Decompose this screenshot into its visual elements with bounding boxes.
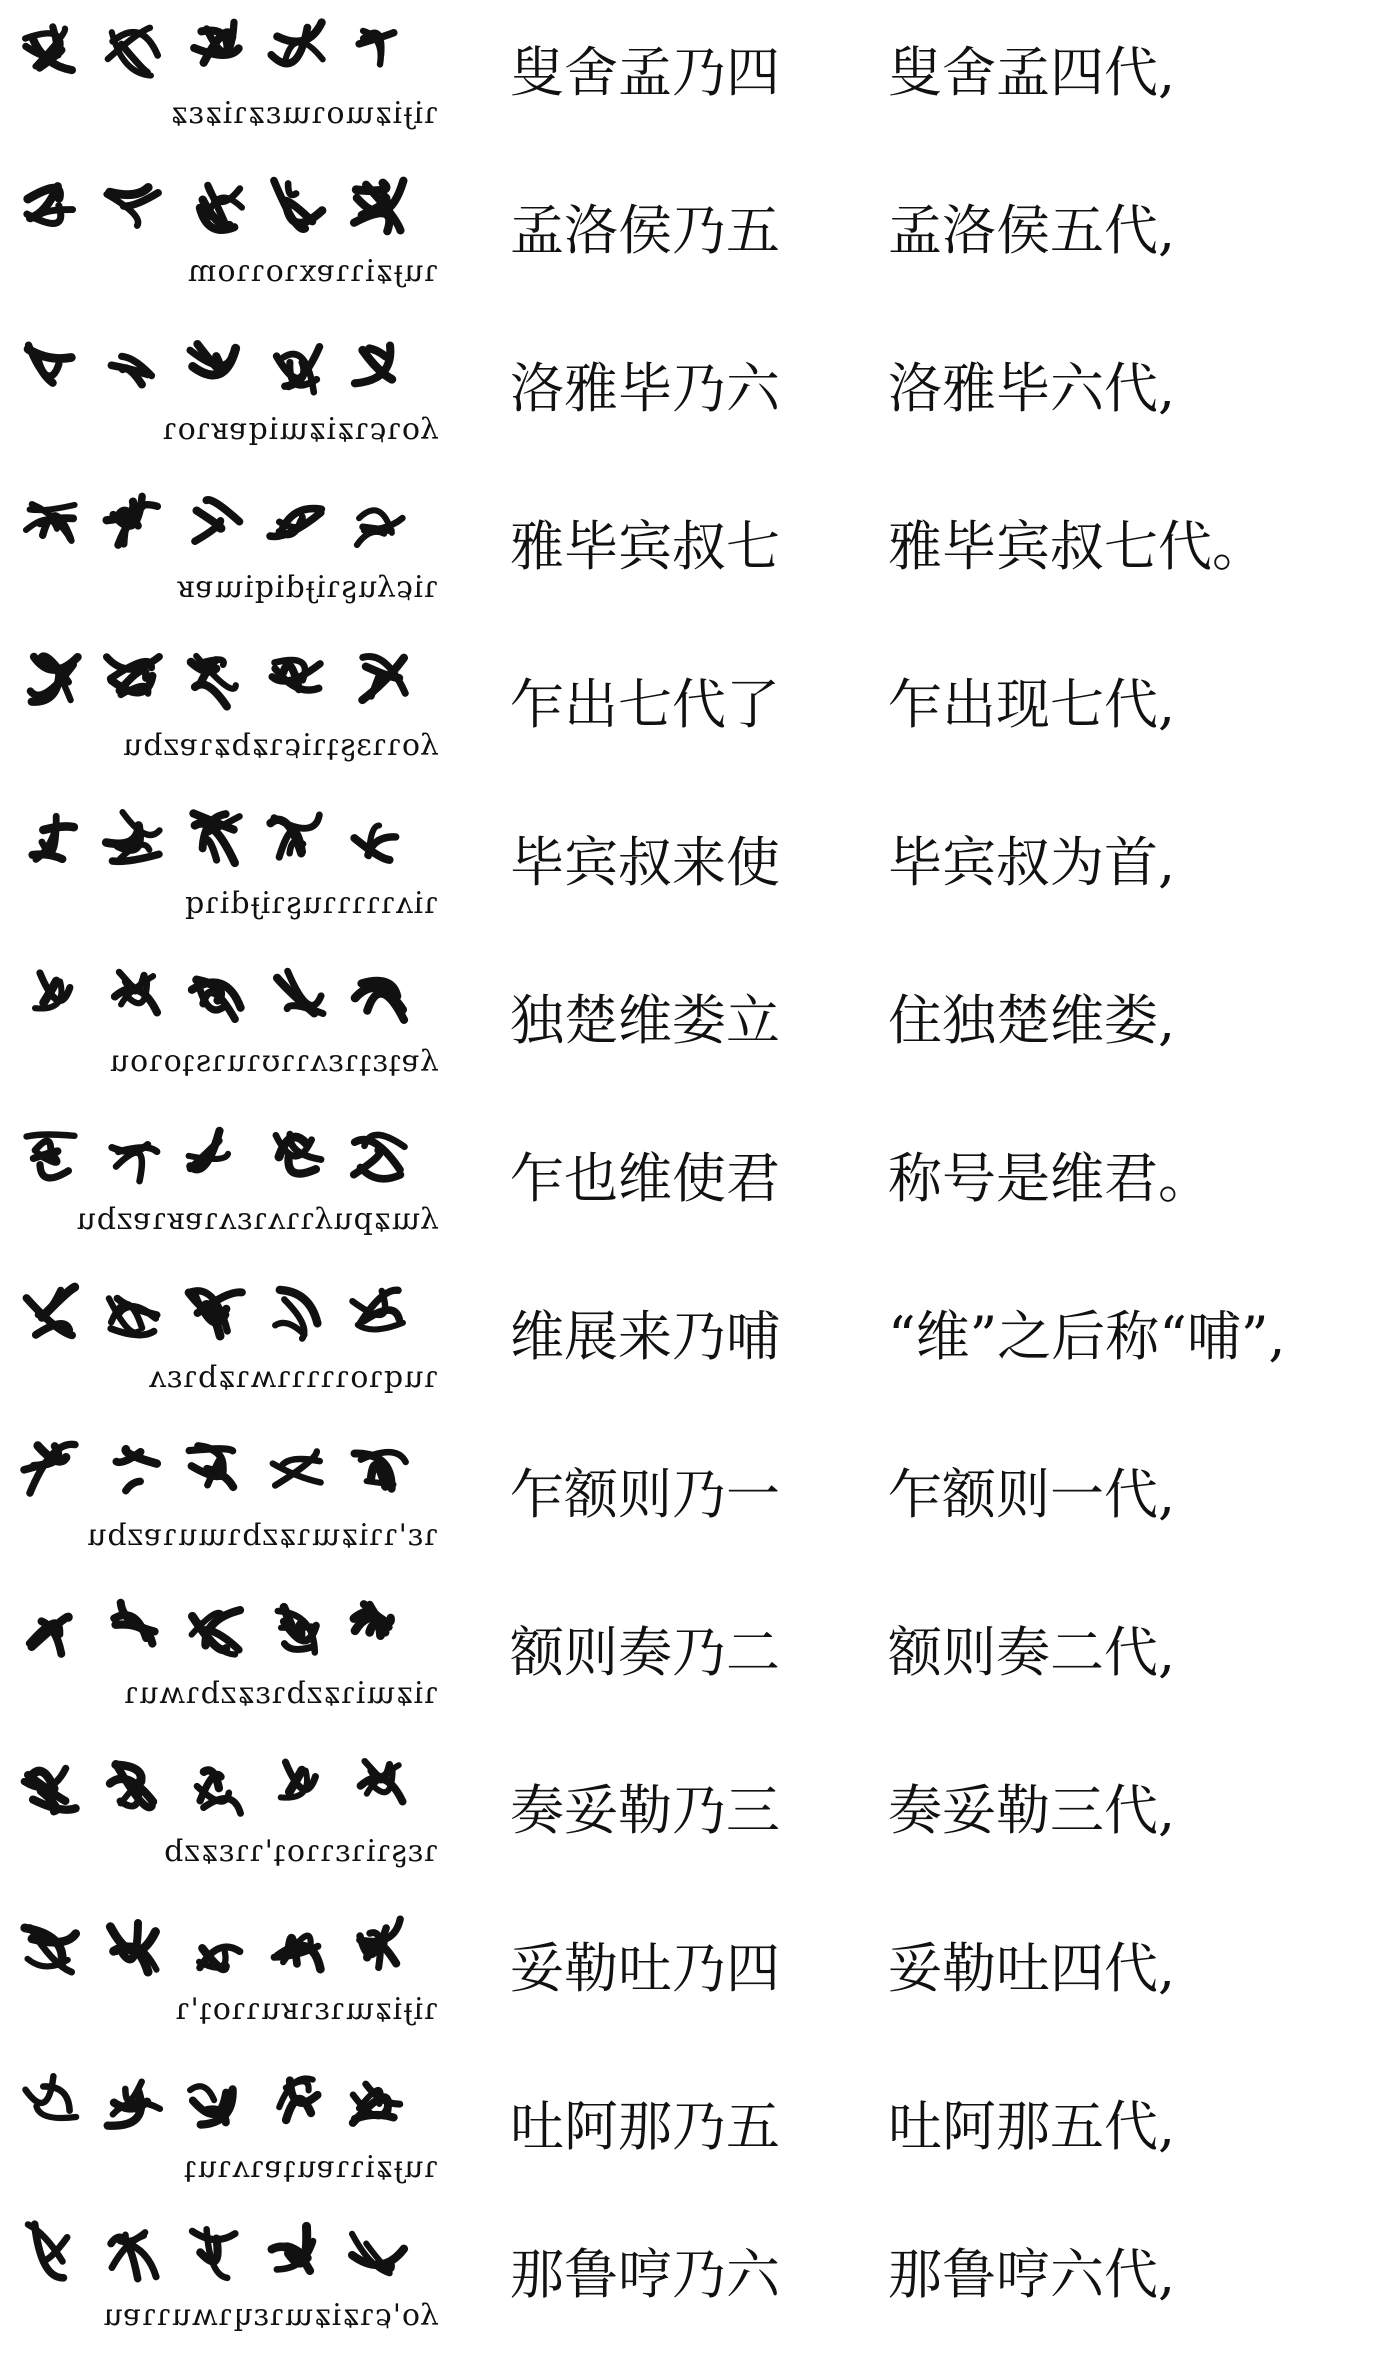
yi-glyph bbox=[354, 826, 395, 860]
yi-glyph bbox=[26, 504, 75, 541]
brush-stroke bbox=[40, 1165, 68, 1178]
yi-glyph bbox=[30, 656, 77, 702]
brush-stroke bbox=[126, 1481, 140, 1490]
chinese-literal-transcription: 奏妥勒乃三 bbox=[510, 1779, 780, 1842]
yi-glyph bbox=[24, 1444, 75, 1493]
yi-glyph-strokes bbox=[20, 1592, 430, 1670]
yi-glyph bbox=[277, 347, 320, 393]
chinese-literal-transcription: 妥勒吐乃四 bbox=[510, 1937, 780, 2000]
yi-glyph-strokes bbox=[20, 12, 430, 90]
yi-glyph bbox=[357, 510, 402, 545]
yi-glyph bbox=[32, 816, 73, 859]
yi-script-cell bbox=[14, 2062, 438, 2212]
brush-stroke bbox=[284, 1644, 312, 1650]
yi-script-cell bbox=[14, 324, 438, 474]
chinese-translation: “维”之后称“哺”, bbox=[888, 1305, 1286, 1368]
romanization-line: ɿuqɿoɿɿɿɿɿʍɿʑbɿɛʌ bbox=[148, 1360, 438, 1395]
yi-script-glyphs bbox=[20, 2214, 430, 2292]
yi-glyph bbox=[276, 1134, 321, 1173]
yi-glyph bbox=[200, 185, 242, 230]
chinese-literal-transcription: 乍额则乃一 bbox=[510, 1463, 780, 1526]
yi-glyph bbox=[189, 1131, 228, 1170]
yi-glyph bbox=[28, 345, 71, 383]
yi-glyph bbox=[197, 1770, 241, 1813]
yi-glyph bbox=[25, 27, 72, 70]
brush-stroke bbox=[26, 2076, 54, 2103]
brush-stroke bbox=[107, 194, 138, 225]
yi-glyph bbox=[29, 1617, 68, 1654]
text-row-4 bbox=[0, 482, 1384, 640]
text-row-6 bbox=[0, 798, 1384, 956]
yi-script-glyphs bbox=[20, 1750, 430, 1828]
yi-script-cell bbox=[14, 798, 438, 948]
brush-stroke bbox=[195, 521, 221, 542]
yi-glyph bbox=[111, 2232, 156, 2278]
yi-script-glyphs bbox=[20, 170, 430, 248]
yi-glyph-strokes bbox=[20, 170, 430, 248]
yi-glyph bbox=[108, 28, 158, 76]
yi-script-cell bbox=[14, 1588, 438, 1738]
romanization-line: ɿuɟʑiɿɿɐuʇɐɿʌɿuʇ bbox=[183, 2150, 438, 2185]
brush-stroke bbox=[288, 184, 296, 195]
yi-glyph-strokes bbox=[20, 1276, 430, 1354]
yi-glyph bbox=[115, 972, 157, 1013]
yi-glyph bbox=[192, 1610, 240, 1654]
yi-glyph bbox=[27, 1134, 75, 1177]
yi-script-cell bbox=[14, 482, 438, 632]
yi-glyph bbox=[273, 1452, 321, 1486]
text-row-2 bbox=[0, 166, 1384, 324]
romanization-line: ɿiɟiʑɯoɿɯɛʑɿiʑɛʑ bbox=[169, 96, 438, 131]
chinese-translation: 住独楚维娄, bbox=[888, 989, 1176, 1052]
romanization-line: ɿiɕʎuʂɿiɟdiqiɯɐʁ bbox=[176, 570, 438, 605]
yi-glyph bbox=[114, 1603, 154, 1644]
yi-glyph bbox=[108, 2082, 160, 2126]
yi-glyph bbox=[359, 31, 394, 65]
brush-stroke bbox=[286, 2099, 311, 2120]
brush-stroke bbox=[110, 187, 149, 194]
yi-glyph bbox=[362, 657, 405, 700]
yi-script-glyphs bbox=[20, 644, 430, 722]
chinese-translation: 乍出现七代, bbox=[888, 673, 1176, 736]
yi-glyph bbox=[272, 660, 320, 690]
yi-glyph bbox=[116, 1449, 156, 1491]
chinese-translation: 乍额则一代, bbox=[888, 1463, 1176, 1526]
yi-glyph bbox=[277, 971, 323, 1013]
yi-glyph bbox=[354, 181, 403, 232]
text-row-1 bbox=[0, 8, 1384, 166]
yi-glyph bbox=[190, 2086, 233, 2124]
yi-glyph bbox=[192, 980, 241, 1019]
yi-glyph bbox=[274, 181, 322, 230]
romanization-line: ʎɐʇɛʇɿɛʌɿɿʊɿuɿsʇoɿou bbox=[108, 1044, 438, 1079]
romanization-line: ɿɛʂɿiɿɛɿɿoʇ'ɿɿɛʑzb bbox=[163, 1834, 438, 1869]
chinese-literal-transcription: 乍也维使君 bbox=[510, 1147, 780, 1210]
brush-stroke bbox=[28, 2225, 63, 2262]
brush-stroke bbox=[288, 971, 322, 1005]
romanization-line: ʎoɿɕɿʑiʑɯiqɐʁɿoɿ bbox=[162, 412, 438, 447]
chinese-literal-transcription: 额则奏乃二 bbox=[510, 1621, 780, 1684]
yi-script-glyphs bbox=[20, 12, 430, 90]
yi-script-glyphs bbox=[20, 1118, 430, 1196]
yi-glyph bbox=[110, 1764, 153, 1807]
yi-glyph bbox=[191, 656, 236, 707]
yi-glyph bbox=[354, 1604, 391, 1636]
romanization-line: ɿiʑɯiɿʑzbɿɛʑzbɿʍuɿ bbox=[123, 1676, 438, 1711]
yi-script-cell bbox=[14, 1272, 438, 1422]
yi-glyph-strokes bbox=[20, 2066, 430, 2144]
yi-glyph-strokes bbox=[20, 644, 430, 722]
romanization-line: ɿiɟiʑɯɿɛɿʁuɿɿoʇ'ɿ bbox=[174, 1992, 438, 2027]
yi-glyph bbox=[278, 1607, 316, 1652]
yi-script-glyphs bbox=[20, 328, 430, 406]
chinese-translation: 吐阿那五代, bbox=[888, 2095, 1176, 2158]
chinese-translation: 那鲁哼六代, bbox=[888, 2243, 1176, 2306]
yi-glyph bbox=[112, 1145, 157, 1182]
yi-script-glyphs bbox=[20, 1276, 430, 1354]
yi-glyph bbox=[281, 1762, 316, 1798]
romanization-line: ʎo'ɕɿʑiʑɯɿɛɥɿʍuɿɿɐu bbox=[102, 2298, 438, 2333]
yi-glyph bbox=[109, 1298, 157, 1335]
yi-glyph bbox=[192, 2229, 235, 2278]
yi-glyph bbox=[110, 1923, 156, 1972]
yi-glyph bbox=[193, 813, 239, 863]
yi-glyph bbox=[271, 23, 322, 64]
chinese-translation: 叟舍孟四代, bbox=[888, 41, 1176, 104]
yi-glyph bbox=[199, 1947, 240, 1969]
chinese-literal-transcription: 叟舍孟乃四 bbox=[510, 41, 780, 104]
yi-glyph bbox=[27, 186, 73, 223]
yi-glyph bbox=[270, 509, 321, 537]
yi-script-cell bbox=[14, 1904, 438, 2054]
yi-script-cell bbox=[14, 1746, 438, 1896]
yi-glyph-strokes bbox=[20, 1118, 430, 1196]
yi-glyph bbox=[189, 1446, 233, 1487]
chinese-translation: 妥勒吐四代, bbox=[888, 1937, 1176, 2000]
yi-glyph bbox=[272, 2226, 313, 2270]
yi-glyph bbox=[24, 1768, 75, 1811]
yi-glyph bbox=[195, 500, 240, 541]
chinese-literal-transcription: 维展来乃哺 bbox=[510, 1305, 780, 1368]
chinese-literal-transcription: 独楚维娄立 bbox=[510, 989, 780, 1052]
yi-glyph bbox=[352, 2234, 404, 2273]
text-row-7 bbox=[0, 956, 1384, 1114]
chinese-literal-transcription: 毕宾叔来使 bbox=[510, 831, 780, 894]
yi-glyph-strokes bbox=[20, 486, 430, 564]
yi-glyph bbox=[275, 1290, 317, 1339]
yi-glyph bbox=[353, 1290, 403, 1329]
yi-glyph bbox=[355, 981, 404, 1020]
yi-script-glyphs bbox=[20, 1908, 430, 1986]
chinese-literal-transcription: 孟洛侯乃五 bbox=[510, 199, 780, 262]
yi-glyph bbox=[107, 657, 160, 695]
yi-script-cell bbox=[14, 1430, 438, 1580]
yi-script-cell bbox=[14, 166, 438, 316]
yi-script-cell bbox=[14, 640, 438, 790]
chinese-literal-transcription: 乍出七代了 bbox=[510, 673, 780, 736]
yi-glyph bbox=[355, 346, 392, 384]
yi-glyph-strokes bbox=[20, 328, 430, 406]
yi-glyph bbox=[106, 812, 159, 861]
chinese-literal-transcription: 吐阿那乃五 bbox=[510, 2095, 780, 2158]
yi-glyph bbox=[107, 496, 158, 545]
yi-glyph-strokes bbox=[20, 802, 430, 880]
chinese-translation: 称号是维君。 bbox=[888, 1147, 1212, 1210]
yi-glyph-strokes bbox=[20, 1434, 430, 1512]
yi-script-glyphs bbox=[20, 486, 430, 564]
yi-glyph bbox=[189, 1291, 242, 1336]
yi-glyph bbox=[271, 815, 320, 857]
chinese-literal-transcription: 雅毕宾叔七 bbox=[510, 515, 780, 578]
chinese-translation: 洛雅毕六代, bbox=[888, 357, 1176, 420]
yi-script-cell bbox=[14, 956, 438, 1106]
chinese-translation: 奏妥勒三代, bbox=[888, 1779, 1176, 1842]
yi-script-glyphs bbox=[20, 960, 430, 1038]
brush-stroke bbox=[27, 1134, 75, 1136]
text-row-3 bbox=[0, 324, 1384, 482]
text-row-12 bbox=[0, 1746, 1384, 1904]
yi-glyph bbox=[190, 344, 236, 375]
yi-glyph bbox=[353, 2084, 400, 2123]
brush-stroke bbox=[286, 2081, 309, 2090]
chinese-translation: 雅毕宾叔七代。 bbox=[888, 515, 1266, 578]
brush-stroke bbox=[354, 213, 389, 231]
yi-glyph bbox=[194, 22, 238, 62]
brush-stroke bbox=[277, 23, 321, 42]
text-row-5 bbox=[0, 640, 1384, 798]
yi-glyph bbox=[274, 1936, 320, 1969]
chinese-literal-transcription: 洛雅毕乃六 bbox=[510, 357, 780, 420]
yi-script-glyphs bbox=[20, 1434, 430, 1512]
chinese-translation: 孟洛侯五代, bbox=[888, 199, 1176, 262]
text-row-10 bbox=[0, 1430, 1384, 1588]
yi-glyph bbox=[111, 356, 151, 384]
yi-glyph bbox=[25, 1928, 76, 1973]
yi-glyph bbox=[354, 1135, 405, 1179]
brush-stroke bbox=[116, 1153, 142, 1182]
romanization-line: ɿɛ'ɿɿiʑɯɿʑzbɿɯuɿɐzbu bbox=[86, 1518, 438, 1553]
yi-script-cell bbox=[14, 2210, 438, 2360]
romanization-line: ɿiʌɿɿɿɿɿuʂɿiɟdiɿq bbox=[184, 886, 438, 921]
text-row-9 bbox=[0, 1272, 1384, 1430]
text-row-14 bbox=[0, 2062, 1384, 2220]
text-row-11 bbox=[0, 1588, 1384, 1746]
yi-glyph bbox=[27, 1287, 75, 1335]
yi-glyph bbox=[26, 2076, 77, 2118]
yi-glyph bbox=[107, 187, 158, 225]
yi-script-cell bbox=[14, 8, 438, 158]
chinese-literal-transcription: 那鲁哼乃六 bbox=[510, 2243, 780, 2306]
yi-glyph bbox=[35, 973, 70, 1009]
yi-glyph bbox=[355, 1452, 406, 1489]
romanization-line: ʎɯʑpuʎɿɿʌɿɛʌɿɐʁɿɐzbu bbox=[75, 1202, 438, 1237]
brush-stroke bbox=[37, 210, 73, 217]
brush-stroke bbox=[357, 532, 384, 545]
romanization-line: ʎoɿɿɜʂʇɿiɕɿʑbʑɿɐzbu bbox=[121, 728, 438, 763]
yi-glyph bbox=[361, 1761, 403, 1801]
romanization-line: ɿuɟʑiɿɿɐxɿoɿɿom bbox=[186, 254, 438, 289]
yi-glyph bbox=[28, 2224, 67, 2278]
yi-script-glyphs bbox=[20, 2066, 430, 2144]
yi-script-glyphs bbox=[20, 802, 430, 880]
yi-glyph-strokes bbox=[20, 1908, 430, 1986]
brush-stroke bbox=[371, 674, 380, 697]
text-row-13 bbox=[0, 1904, 1384, 2062]
yi-script-cell bbox=[14, 1114, 438, 1264]
brush-stroke bbox=[24, 1458, 55, 1470]
yi-glyph-strokes bbox=[20, 2214, 430, 2292]
text-row-15 bbox=[0, 2210, 1384, 2368]
text-row-8 bbox=[0, 1114, 1384, 1272]
yi-glyph bbox=[360, 1919, 400, 1968]
yi-script-glyphs bbox=[20, 1592, 430, 1670]
chinese-translation: 额则奏二代, bbox=[888, 1621, 1176, 1684]
yi-glyph-strokes bbox=[20, 960, 430, 1038]
chinese-translation: 毕宾叔为首, bbox=[888, 831, 1176, 894]
yi-glyph bbox=[279, 2078, 317, 2120]
yi-glyph-strokes bbox=[20, 1750, 430, 1828]
